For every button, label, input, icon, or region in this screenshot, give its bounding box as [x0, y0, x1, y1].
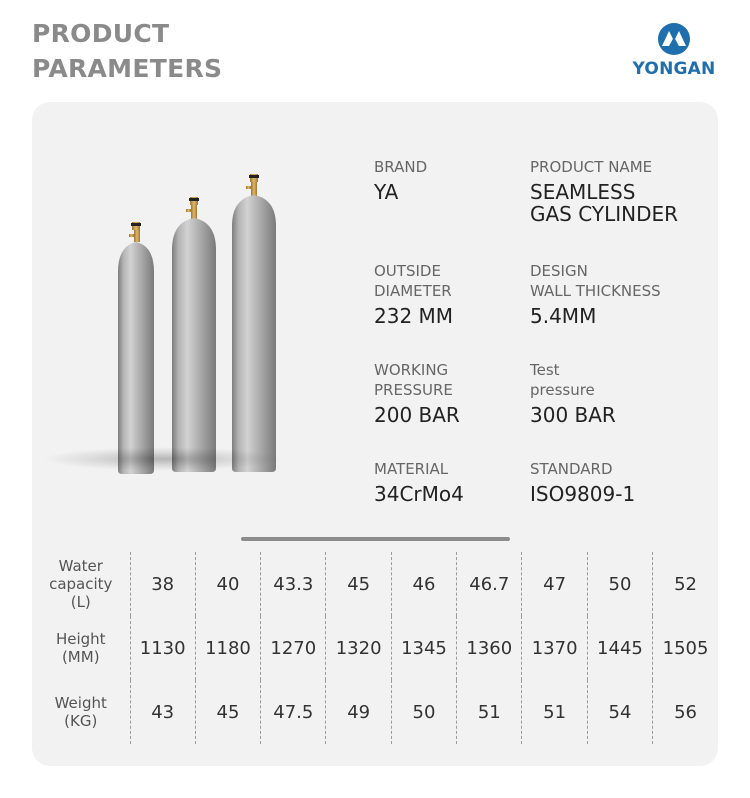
- param-product-name: [530, 157, 678, 225]
- param-label: WORKING PRESSURE: [374, 361, 453, 399]
- param-value: 34CrMo4: [374, 482, 464, 506]
- param-value: ISO9809-1: [530, 482, 636, 506]
- param-label: OUTSIDE DIAMETER: [374, 262, 452, 300]
- cylinder-small: [118, 222, 154, 474]
- table-cell: 45: [195, 680, 260, 744]
- page-title: [32, 16, 222, 86]
- param-brand: [374, 157, 427, 203]
- brand-logo: [626, 22, 722, 79]
- param-value: YA: [374, 180, 399, 204]
- table-cell: 47: [522, 552, 587, 616]
- param-label: MATERIAL: [374, 460, 449, 478]
- param-label: PRODUCT NAME: [530, 158, 653, 176]
- table-cell: 1345: [391, 616, 456, 680]
- table-cell: 1320: [326, 616, 391, 680]
- table-cell: 54: [587, 680, 652, 744]
- table-cell: 1445: [587, 616, 652, 680]
- table-cell: 52: [653, 552, 718, 616]
- scroll-indicator[interactable]: [241, 537, 510, 541]
- table-cell: 49: [326, 680, 391, 744]
- table-row-water-capacity: [32, 552, 718, 616]
- param-value: 200 BAR: [374, 403, 460, 427]
- page-title-line2: PARAMETERS: [32, 54, 223, 83]
- table-cell: 38: [130, 552, 195, 616]
- cylinder-large: [232, 174, 276, 472]
- gas-cylinders-illustration: [54, 162, 294, 492]
- specs-table: [32, 552, 718, 744]
- table-cell: 43.3: [261, 552, 326, 616]
- row-header: Height (MM): [55, 630, 106, 666]
- cylinder-shadow: [42, 447, 282, 471]
- parameters-panel: [32, 102, 718, 766]
- param-label: BRAND: [374, 158, 428, 176]
- param-standard: [530, 459, 635, 505]
- row-header: Water capacity (L): [49, 557, 113, 611]
- table-cell: 51: [522, 680, 587, 744]
- param-working-pressure: [374, 360, 460, 426]
- param-test-pressure: [530, 360, 616, 426]
- table-row-weight: [32, 680, 718, 744]
- table-cell: 1370: [522, 616, 587, 680]
- logo-text: YONGAN: [632, 59, 716, 79]
- table-cell: 56: [653, 680, 718, 744]
- param-value: 300 BAR: [530, 403, 616, 427]
- table-cell: 47.5: [261, 680, 326, 744]
- cylinder-image: [54, 162, 294, 492]
- cylinder-medium: [172, 197, 216, 472]
- table-cell: 43: [130, 680, 195, 744]
- param-value: 232 MM: [374, 304, 454, 328]
- param-label: STANDARD: [530, 460, 613, 478]
- param-label: DESIGN WALL THICKNESS: [530, 262, 661, 300]
- param-material: [374, 459, 464, 505]
- table-cell: 50: [587, 552, 652, 616]
- table-cell: 1180: [195, 616, 260, 680]
- table-cell: 1505: [653, 616, 718, 680]
- param-outside-diameter: [374, 261, 453, 327]
- param-label: Test pressure: [530, 361, 595, 399]
- param-value: SEAMLESS GAS CYLINDER: [530, 180, 678, 226]
- table-cell: 1130: [130, 616, 195, 680]
- page-title-line1: PRODUCT: [32, 19, 170, 48]
- row-header: Weight (KG): [54, 694, 107, 730]
- table-cell: 46: [391, 552, 456, 616]
- table-row-height: [32, 616, 718, 680]
- param-wall-thickness: [530, 261, 661, 327]
- table-cell: 45: [326, 552, 391, 616]
- table-cell: 50: [391, 680, 456, 744]
- table-cell: 1270: [261, 616, 326, 680]
- table-cell: 51: [457, 680, 522, 744]
- param-value: 5.4MM: [530, 304, 597, 328]
- table-cell: 46.7: [457, 552, 522, 616]
- table-cell: 1360: [457, 616, 522, 680]
- yongan-logo-icon: [657, 22, 691, 56]
- table-cell: 40: [195, 552, 260, 616]
